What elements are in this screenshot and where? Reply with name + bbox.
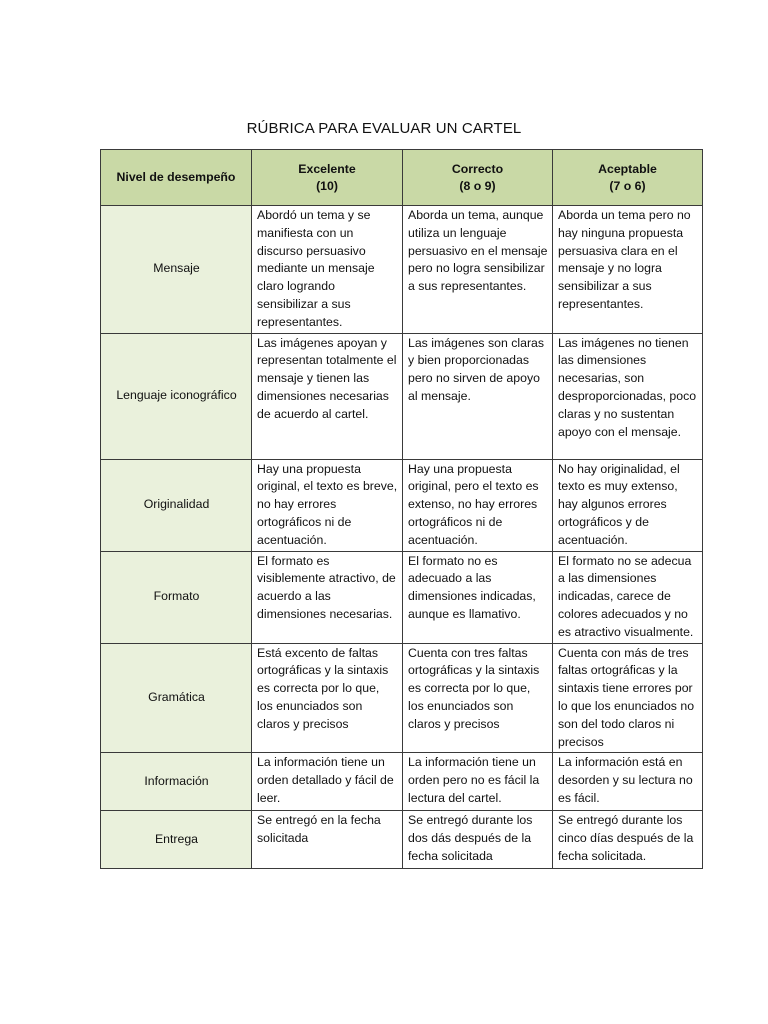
cell-entrega-correcto: Se entregó durante los dos dás después de la fecha solicitada [403, 811, 553, 869]
level-originalidad: Originalidad [101, 459, 252, 551]
cell-informacion-aceptable: La información está en desorden y su lectura no es fácil. [553, 753, 703, 811]
level-entrega: Entrega [101, 811, 252, 869]
cell-lenguaje-excelente: Las imágenes apoyan y representan totalmente el mensaje y tienen las dimensiones necesarias de acuerdo al cartel. [252, 333, 403, 459]
level-gramatica: Gramática [101, 643, 252, 753]
cell-mensaje-excelente: Abordó un tema y se manifiesta con un discurso persuasivo mediante un mensaje claro logrando sensibilizar a sus representantes. [252, 206, 403, 334]
level-mensaje: Mensaje [101, 206, 252, 334]
level-informacion: Información [101, 753, 252, 811]
header-excelente-score: (10) [316, 178, 338, 193]
cell-formato-aceptable: El formato no se adecua a las dimensiones indicadas, carece de colores adecuados y no es atractivo visualmente. [553, 551, 703, 643]
cell-informacion-correcto: La información tiene un orden pero no es fácil la lectura del cartel. [403, 753, 553, 811]
level-formato: Formato [101, 551, 252, 643]
header-aceptable [553, 150, 703, 206]
cell-originalidad-aceptable: No hay originalidad, el texto es muy extenso, hay algunos errores ortográficos y de acentuación. [553, 459, 703, 551]
header-excelente-name: Excelente [298, 161, 356, 176]
rubric-table [100, 149, 703, 869]
table-row-entrega [101, 811, 703, 869]
document-title: RÚBRICA PARA EVALUAR UN CARTEL [246, 120, 522, 137]
cell-mensaje-aceptable: Aborda un tema pero no hay ninguna propuesta persuasiva clara en el mensaje y no logra sensibilizar a sus representantes. [553, 206, 703, 334]
cell-originalidad-correcto: Hay una propuesta original, pero el texto es extenso, no hay errores ortográficos ni de acentuación. [403, 459, 553, 551]
header-level-label: Nivel de desempeño [101, 150, 252, 206]
cell-informacion-excelente: La información tiene un orden detallado y fácil de leer. [252, 753, 403, 811]
cell-lenguaje-correcto: Las imágenes son claras y bien proporcionadas pero no sirven de apoyo al mensaje. [403, 333, 553, 459]
table-row-lenguaje-iconografico [101, 333, 703, 459]
cell-gramatica-correcto: Cuenta con tres faltas ortográficas y la sintaxis es correcta por lo que, los enunciados son claros y precisos [403, 643, 553, 753]
table-row-formato [101, 551, 703, 643]
header-aceptable-score: (7 o 6) [609, 178, 646, 193]
table-row-mensaje [101, 206, 703, 334]
header-excelente [252, 150, 403, 206]
header-correcto-score: (8 o 9) [459, 178, 496, 193]
cell-entrega-aceptable: Se entregó durante los cinco días después de la fecha solicitada. [553, 811, 703, 869]
table-row-gramatica [101, 643, 703, 753]
level-lenguaje-iconografico: Lenguaje iconográfico [101, 333, 252, 459]
header-correcto-name: Correcto [451, 161, 504, 176]
header-row [101, 150, 703, 206]
header-correcto [403, 150, 553, 206]
cell-gramatica-aceptable: Cuenta con más de tres faltas ortográficas y la sintaxis tiene errores por lo que los enunciados no son del todo claros ni precisos [553, 643, 703, 753]
table-row-informacion [101, 753, 703, 811]
cell-lenguaje-aceptable: Las imágenes no tienen las dimensiones necesarias, son desproporcionadas, poco claras y no sustentan apoyo con el mensaje. [553, 333, 703, 459]
cell-formato-excelente: El formato es visiblemente atractivo, de acuerdo a las dimensiones necesarias. [252, 551, 403, 643]
table-row-originalidad [101, 459, 703, 551]
cell-originalidad-excelente: Hay una propuesta original, el texto es breve, no hay errores ortográficos ni de acentuación. [252, 459, 403, 551]
cell-mensaje-correcto: Aborda un tema, aunque utiliza un lenguaje persuasivo en el mensaje pero no logra sensibilizar a sus representantes. [403, 206, 553, 334]
cell-entrega-excelente: Se entregó en la fecha solicitada [252, 811, 403, 869]
cell-formato-correcto: El formato no es adecuado a las dimensiones indicadas, aunque es llamativo. [403, 551, 553, 643]
header-aceptable-name: Aceptable [598, 161, 657, 176]
cell-gramatica-excelente: Está excento de faltas ortográficas y la sintaxis es correcta por lo que, los enunciados son claros y precisos [252, 643, 403, 753]
